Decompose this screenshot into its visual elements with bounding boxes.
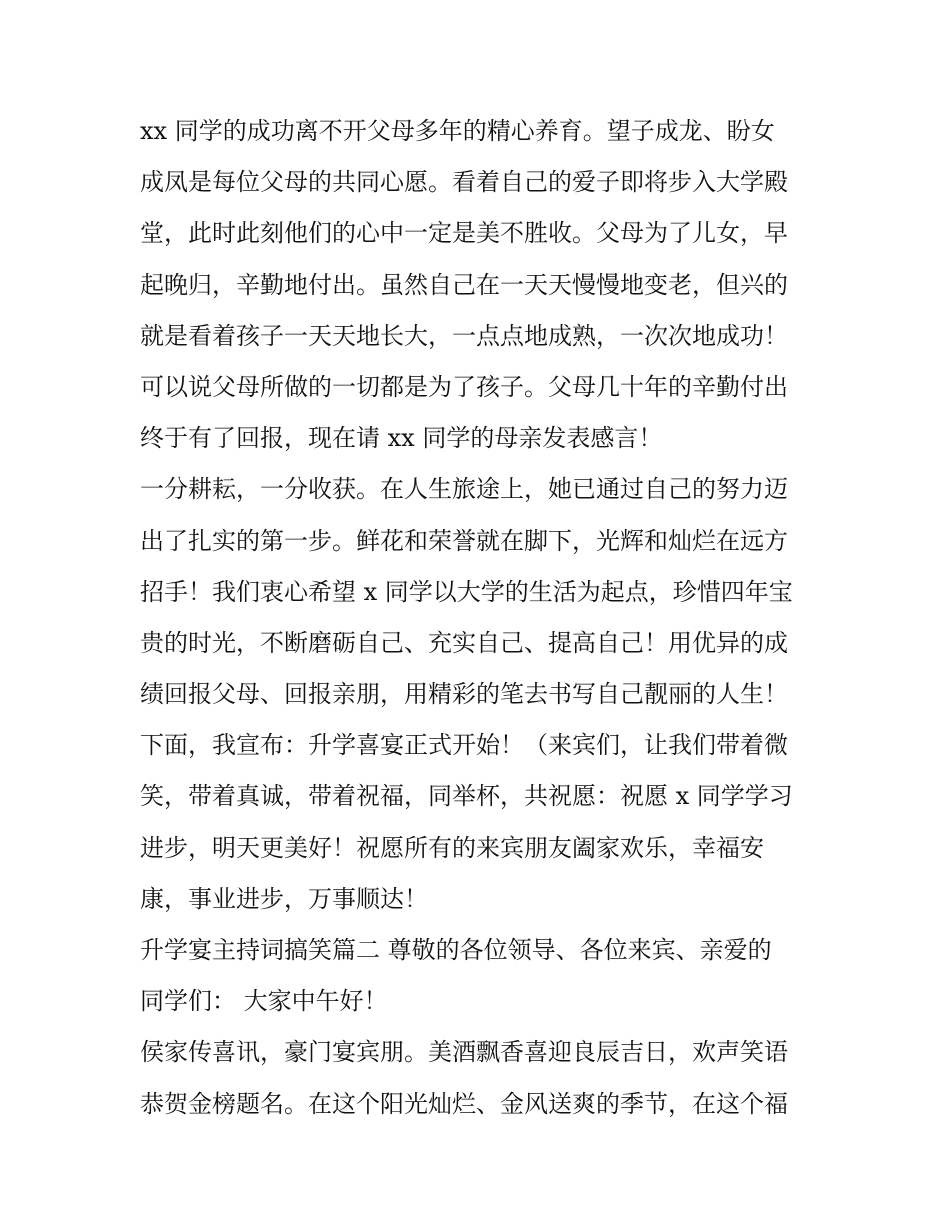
text-line: 成凤是每位父母的共同心愿。看着自己的爱子即将步入大学殿 bbox=[140, 168, 788, 197]
text-line: 出了扎实的第一步。鲜花和荣誉就在脚下，光辉和灿烂在远方 bbox=[140, 526, 788, 555]
text-line: 恭贺金榜题名。在这个阳光灿烂、金风送爽的季节，在这个福 bbox=[140, 1089, 788, 1118]
text-line: 贵的时光，不断磨砺自己、充实自己、提高自己！用优异的成 bbox=[140, 628, 788, 657]
text-line: 侯家传喜讯，豪门宴宾朋。美酒飘香喜迎良辰吉日，欢声笑语 bbox=[140, 1038, 788, 1067]
text-line: 升学宴主持词搞笑篇二 尊敬的各位领导、各位来宾、亲爱的 bbox=[140, 936, 772, 964]
text-line: 终于有了回报，现在请 xx 同学的母亲发表感言！ bbox=[140, 424, 663, 453]
text-line: 笑，带着真诚，带着祝福，同举杯，共祝愿：祝愿 x 同学学习 bbox=[140, 782, 793, 811]
text-line: 就是看着孩子一天天地长大，一点点地成熟，一次次地成功！ bbox=[140, 321, 788, 350]
text-line: 绩回报父母、回报亲朋，用精彩的笔去书写自己靓丽的人生！ bbox=[140, 680, 788, 709]
text-line: 堂，此时此刻他们的心中一定是美不胜收。父母为了儿女，早 bbox=[140, 219, 788, 248]
text-line: 一分耕耘，一分收获。在人生旅途上，她已通过自己的努力迈 bbox=[140, 475, 788, 504]
text-line: 起晚归，辛勤地付出。虽然自己在一天天慢慢地变老，但兴的 bbox=[140, 270, 788, 299]
text-line: 招手！我们衷心希望 x 同学以大学的生活为起点，珍惜四年宝 bbox=[140, 577, 793, 606]
text-line: 可以说父母所做的一切都是为了孩子。父母几十年的辛勤付出 bbox=[140, 372, 788, 401]
text-line: 同学们： 大家中午好！ bbox=[140, 987, 388, 1016]
text-line: xx 同学的成功离不开父母多年的精心养育。望子成龙、盼女 bbox=[140, 117, 775, 145]
body-text bbox=[140, 106, 830, 1130]
text-line: 康，事业进步，万事顺达！ bbox=[140, 884, 428, 913]
text-line: 下面，我宣布：升学喜宴正式开始！（来宾们，让我们带着微 bbox=[140, 731, 788, 760]
text-line: 进步，明天更美好！祝愿所有的来宾朋友阖家欢乐，幸福安 bbox=[140, 833, 764, 862]
